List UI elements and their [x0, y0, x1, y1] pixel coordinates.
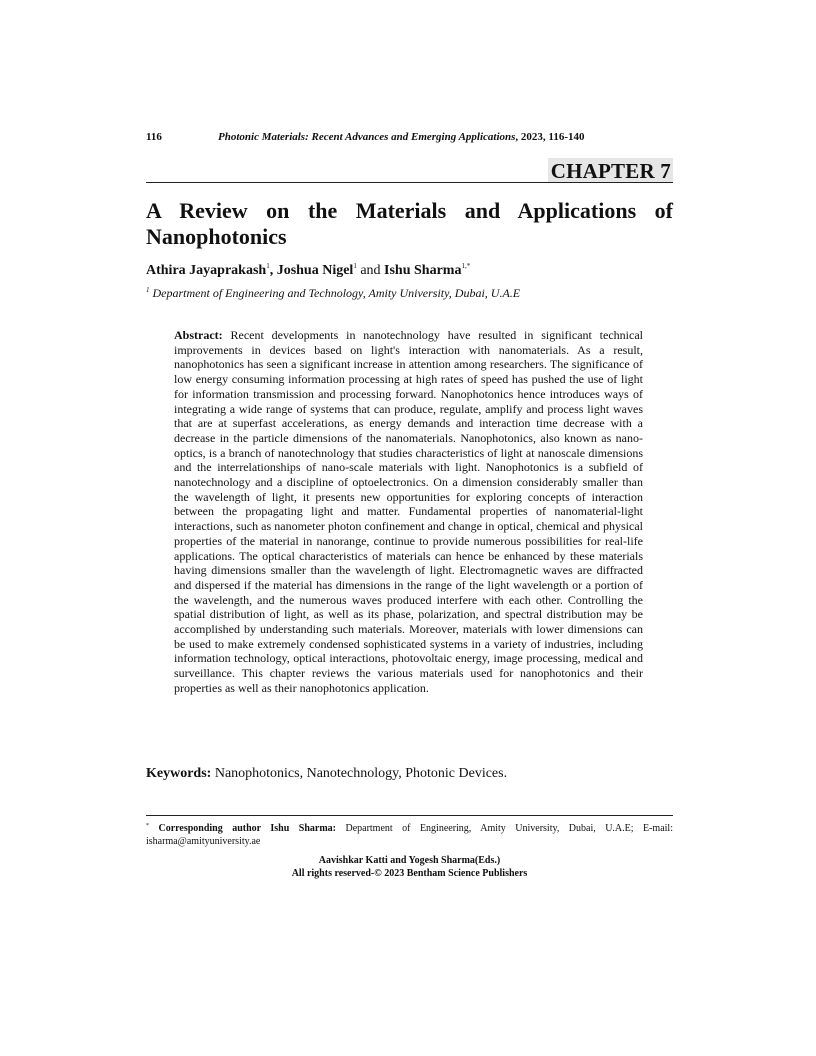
rights-line: All rights reserved-© 2023 Bentham Science Publishers [291, 868, 528, 879]
footnote-divider [146, 815, 673, 816]
article-title: A Review on the Materials and Applications of Nanophotonics [146, 198, 673, 249]
chapter-divider [146, 182, 673, 183]
author-affiliation-marker: 1 [353, 262, 357, 270]
author-name: Joshua Nigel [276, 263, 354, 278]
footnote-label: Corresponding author Ishu Sharma: [149, 823, 336, 834]
author-separator: , [269, 263, 277, 278]
page-number: 116 [146, 131, 162, 143]
affiliation-text: Department of Engineering and Technology, Amity University, Dubai, U.A.E [149, 286, 521, 300]
keywords-label: Keywords: [146, 766, 212, 781]
author-conjunction: and [356, 263, 385, 278]
journal-title: Photonic Materials: Recent Advances and Emerging Applications [218, 131, 516, 143]
author-name: Athira Jayaprakash [146, 263, 267, 278]
keywords-text: Nanophotonics, Nanotechnology, Photonic Devices. [211, 766, 508, 781]
abstract [174, 328, 643, 696]
author-name: Ishu Sharma [384, 263, 462, 278]
footnote-text: Department of Engineering, Amity University, Dubai, U.A.E; E-mail: isharma@amityuniversity.ae [146, 823, 673, 847]
affiliation-marker: 1 [146, 286, 150, 294]
editors-line: Aavishkar Katti and Yogesh Sharma(Eds.) [318, 855, 501, 866]
journal-details: , 2023, 116-140 [515, 131, 585, 143]
corresponding-author-footnote [146, 820, 673, 848]
author-affiliation-marker: 1,* [461, 262, 471, 270]
chapter-label: CHAPTER 7 [548, 158, 673, 183]
abstract-label: Abstract: [174, 328, 223, 342]
affiliation [146, 286, 520, 301]
abstract-text: Recent developments in nanotechnology have resulted in significant technical improvements in devices based on light's interaction with nanomaterials. As a result, nanophotonics has seen a significant increase in attention among researchers. The significance of low energy consuming information processing at high rates of speed has pushed the use of light for information transmission and processing forward. Nanophotonics hence introduces ways of integrating a wide range of systems that can produce, regulate, amplify and process light waves that are at superfast accelerations, as energy demands and interaction time decrease with a decrease in the particle dimensions of the nanomaterials. Nanophotonics, also known as nano-optics, is a branch of nanotechnology that studies characteristics of light at nanoscale dimensions and the interrelationships of nano-scale materials with light. Nanophotonics is a subfield of nanotechnology and a discipline of optoelectronics. On a dimension considerably smaller than the wavelength of light, it presents new opportunities for exploring concepts of interaction between the propagating light and matter. Fundamental properties of nanomaterial-light interactions, such as nanometer photon confinement and change in optical, chemical and physical properties of the material in nanorange, continue to provide numerous possibilities for real-life applications. The optical characteristics of materials can hence be enhanced by these materials having dimensions smaller than the wavelength of light. Electromagnetic waves are diffracted and dispersed if the material has dimensions in the range of the light wavelength or a portion of the wavelength, and the numerous waves produced interfere with each other. Controlling the spatial distribution of light, as well as its phase, polarization, and spectral distribution may be accomplished by understanding such materials. Moreover, materials with lower dimensions can be used to make extremely condensed sophisticated systems in a variety of industries, including information technology, optical interactions, photovoltaic energy, image processing, medical and surveillance. This chapter reviews the various materials used for nanophotonics and their properties as well as their nanophotonics application. [174, 328, 643, 695]
publisher-info [146, 854, 673, 880]
keywords [146, 766, 507, 782]
journal-citation [218, 131, 584, 143]
footnote-marker: * [146, 823, 149, 829]
author-affiliation-marker: 1 [266, 262, 270, 270]
author-list [146, 262, 470, 279]
